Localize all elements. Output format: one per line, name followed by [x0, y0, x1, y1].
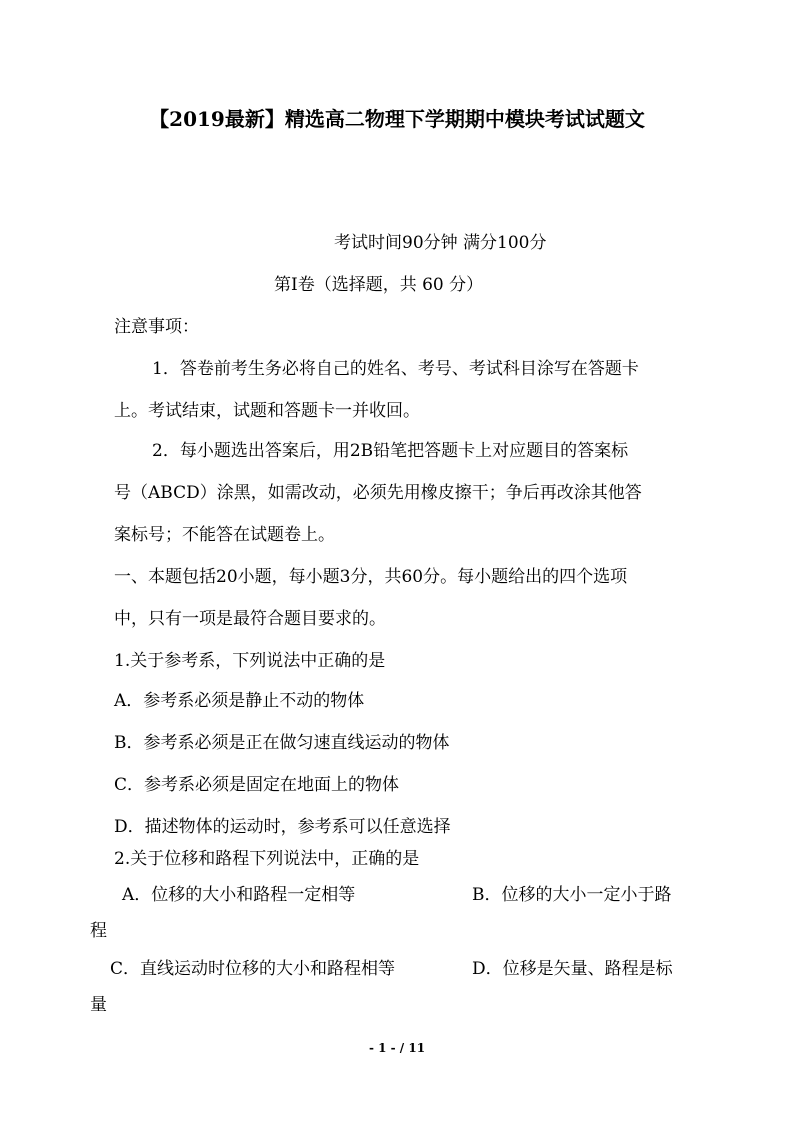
notice-item-2-line-1: 2．每小题选出答案后，用2B铅笔把答题卡上对应题目的答案标 [152, 441, 629, 461]
question-2-stem: 2.关于位移和路程下列说法中，正确的是 [114, 849, 420, 869]
question-1-stem: 1.关于参考系，下列说法中正确的是 [114, 651, 386, 671]
notice-item-1-line-1: 1．答卷前考生务必将自己的姓名、考号、考试科目涂写在答题卡 [152, 359, 639, 379]
notice-item-2-line-2: 号（ABCD）涂黑，如需改动，必须先用橡皮擦干；争后再改涂其他答 [114, 483, 642, 503]
page-number: - 1 - / 11 [368, 1041, 426, 1055]
notice-heading: 注意事项： [114, 317, 199, 337]
question-2-option-a: A．位移的大小和路程一定相等 [122, 885, 356, 905]
question-2-option-b: B．位移的大小一定小于路 [472, 885, 672, 905]
exam-info: 考试时间90分钟 满分100分 [334, 233, 547, 253]
question-1-option-b: B．参考系必须是正在做匀速直线运动的物体 [114, 733, 450, 753]
question-1-option-d: D．描述物体的运动时，参考系可以任意选择 [114, 817, 451, 837]
section-heading: 第Ⅰ卷（选择题，共 60 分） [274, 275, 484, 295]
question-2-option-d: D．位移是矢量、路程是标 [472, 959, 673, 979]
question-1-option-c: C．参考系必须是固定在地面上的物体 [114, 775, 400, 795]
notice-item-2-line-3: 案标号；不能答在试题卷上。 [114, 525, 335, 545]
question-2-option-b-continued: 程 [90, 921, 107, 941]
notice-item-1-line-2: 上。考试结束，试题和答题卡一并收回。 [114, 401, 420, 421]
question-1-option-a: A．参考系必须是静止不动的物体 [114, 691, 365, 711]
part-one-instructions-line-1: 一、本题包括20小题，每小题3分，共60分。每小题给出的四个选项 [114, 567, 628, 587]
document-title: 【2019最新】精选高二物理下学期期中模块考试试题文 [149, 107, 645, 131]
question-2-option-c: C．直线运动时位移的大小和路程相等 [110, 959, 396, 979]
part-one-instructions-line-2: 中，只有一项是最符合题目要求的。 [114, 609, 386, 629]
question-2-option-d-continued: 量 [90, 995, 107, 1015]
